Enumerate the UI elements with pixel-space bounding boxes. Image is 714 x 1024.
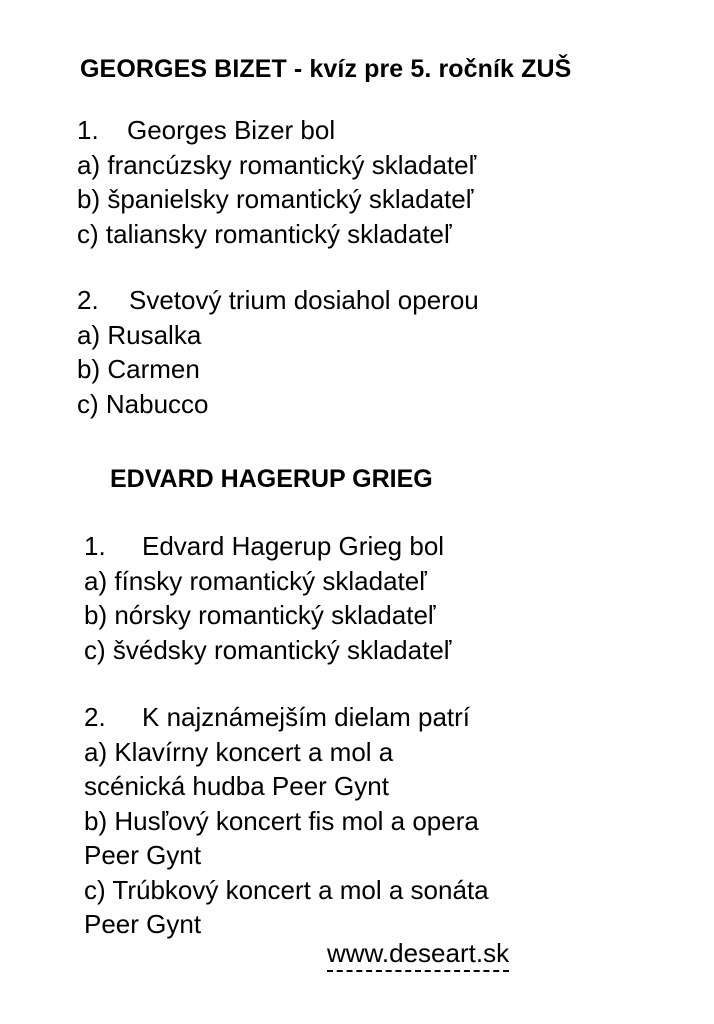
answer-option-a: a) fínsky romantický skladateľ: [84, 565, 427, 596]
answer-option-c: c) švédsky romantický skladateľ: [84, 634, 452, 665]
question-text: Svetový trium dosiahol operou: [129, 285, 479, 315]
question-text: K najznámejším dielam patrí: [142, 702, 471, 732]
answer-option-c: c) Trúbkový koncert a mol a sonáta: [84, 874, 489, 905]
question-line: [77, 283, 479, 318]
grieg-question-2: [84, 700, 489, 942]
answer-option-b: b) Husľový koncert fis mol a opera: [84, 805, 479, 836]
grieg-heading: EDVARD HAGERUP GRIEG: [110, 465, 433, 493]
question-line: [84, 529, 451, 564]
grieg-question-1: [84, 529, 451, 667]
question-text: Georges Bizer bol: [127, 115, 336, 145]
answer-option-b-continued: Peer Gynt: [84, 840, 202, 870]
quiz-title: GEORGES BIZET - kvíz pre 5. ročník ZUŠ: [80, 55, 572, 83]
answer-option-b: b) nórsky romantický skladateľ: [84, 600, 436, 630]
question-number: 1.: [84, 531, 106, 561]
answer-option-a: a) Rusalka: [77, 319, 202, 350]
answer-option-b: b) Carmen: [77, 354, 200, 384]
question-line: [77, 113, 476, 148]
bizet-question-1: [77, 113, 476, 251]
question-number: 1.: [77, 115, 99, 145]
answer-option-a: a) francúzsky romantický skladateľ: [77, 149, 477, 180]
answer-option-b: b) španielsky romantický skladateľ: [77, 184, 474, 214]
question-number: 2.: [84, 702, 106, 732]
question-number: 2.: [77, 285, 99, 315]
answer-option-c-continued: Peer Gynt: [84, 909, 202, 939]
bizet-question-2: [77, 283, 479, 421]
answer-option-c: c) Nabucco: [77, 388, 209, 419]
answer-option-a-continued: scénická hudba Peer Gynt: [84, 771, 389, 801]
answer-option-a: a) Klavírny koncert a mol a: [84, 736, 394, 767]
question-line: [84, 700, 489, 735]
answer-option-c: c) taliansky romantický skladateľ: [77, 218, 452, 249]
website-link[interactable]: www.deseart.sk: [327, 936, 509, 972]
question-text: Edvard Hagerup Grieg bol: [142, 531, 445, 561]
